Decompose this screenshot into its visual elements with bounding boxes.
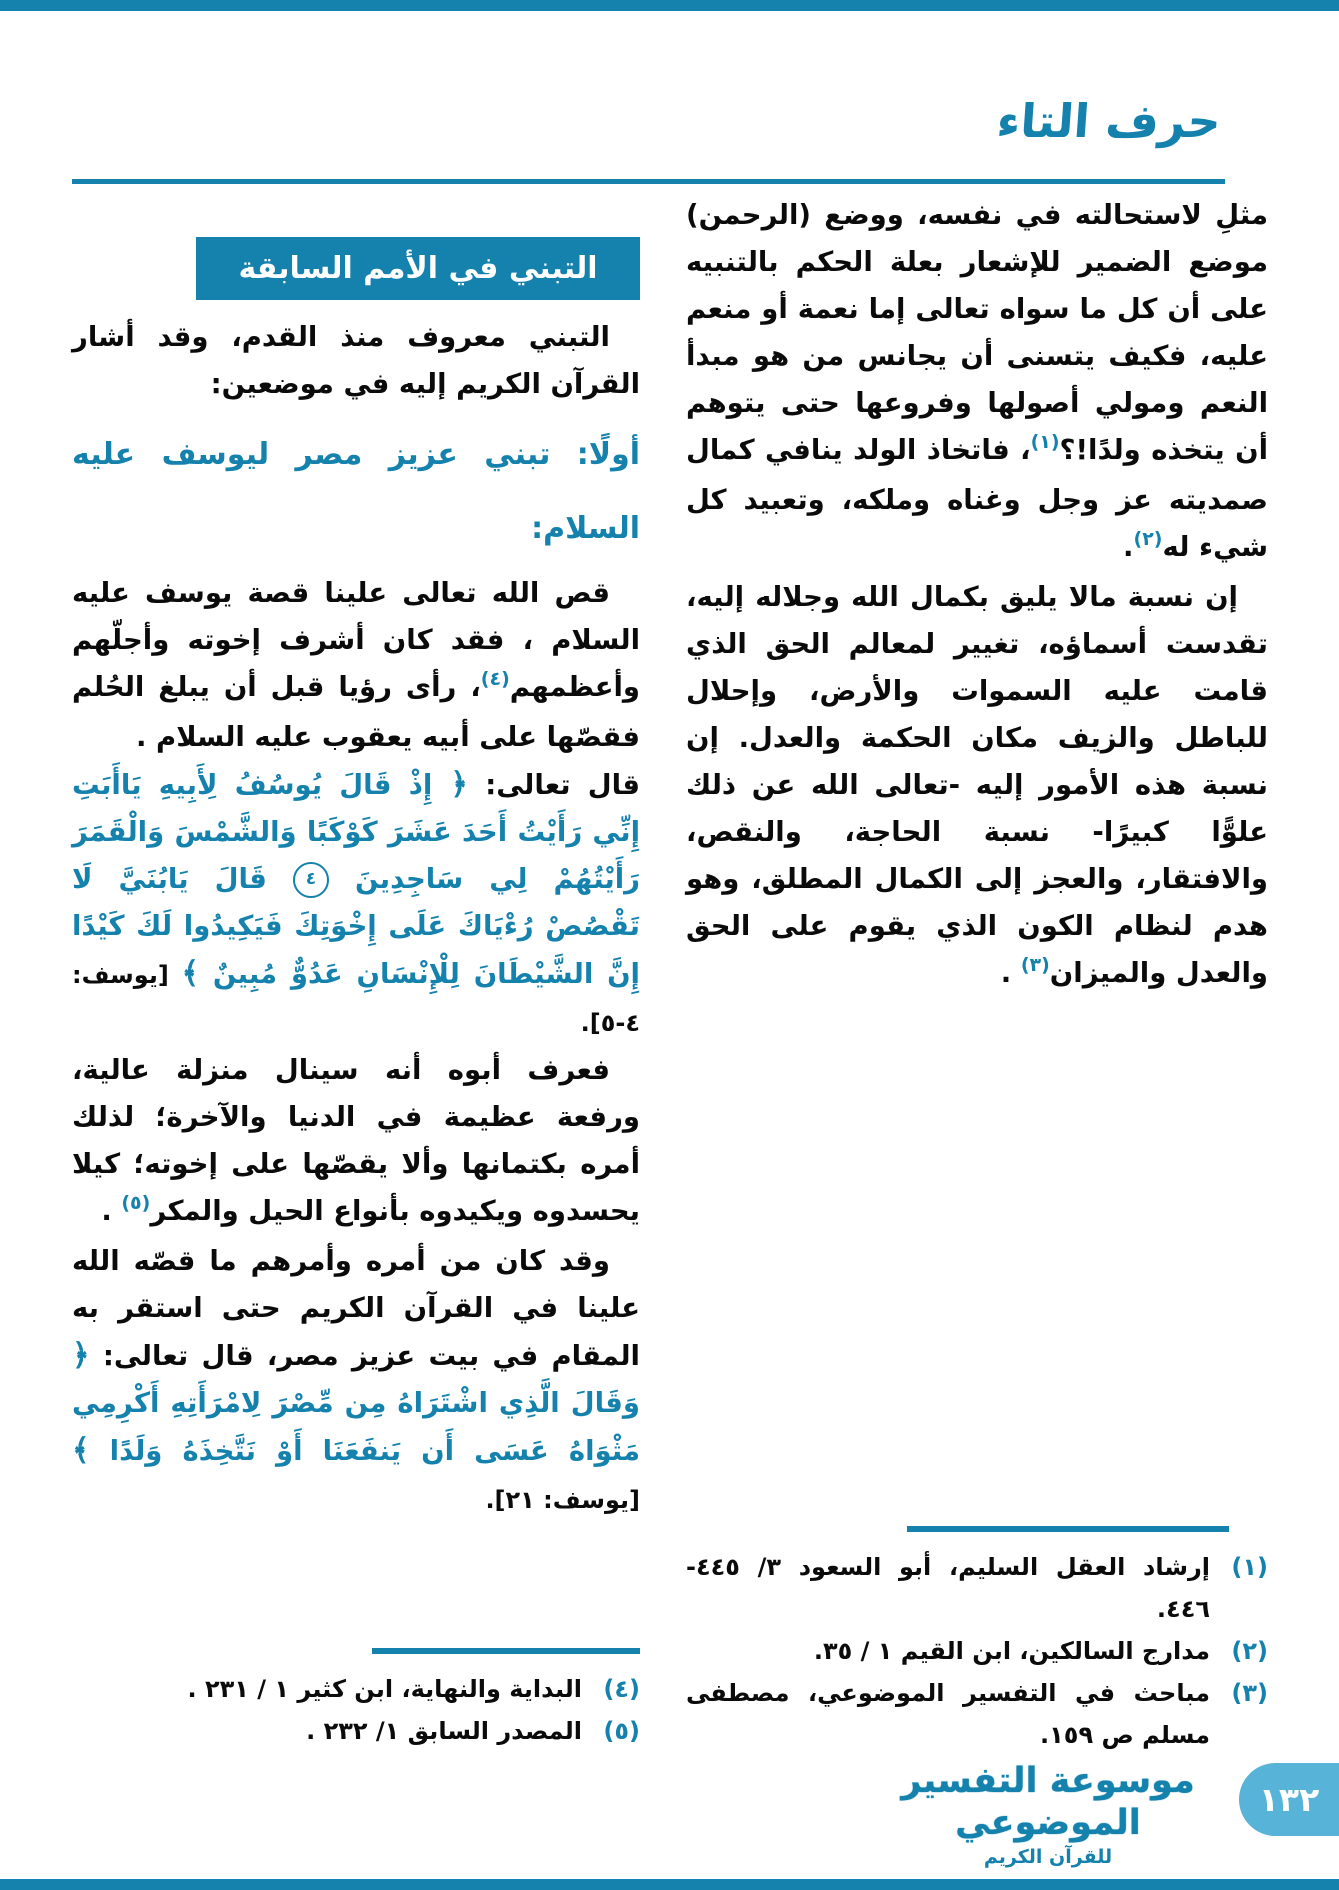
paragraph: [686, 192, 1268, 574]
verse-reference: [يوسف: ٤-٥].: [72, 961, 640, 1037]
footnote-number: (٤): [603, 1675, 640, 1703]
quote-lead: قال تعالى:: [467, 769, 640, 801]
footnotes-divider: [907, 1526, 1229, 1532]
left-column: [72, 190, 640, 1524]
verse-text: قَالَ يَابُنَيَّ لَا تَقْصُصْ رُءْيَاكَ عَلَى إِخْوَتِكَ فَيَكِيدُوا لَكَ كَيْدًا إِنَّ الشَّيْطَانَ لِلْإِنْسَانِ عَدُوٌّ مُبِينٌ: [72, 863, 640, 990]
paragraph-text: .: [1000, 957, 1021, 989]
publisher-logo: [898, 1760, 1198, 1870]
paragraph-text: فعرف أبوه أنه سينال منزلة عالية، ورفعة عظيمة في الدنيا والآخرة؛ لذلك أمره بكتمانها وألا يقصّها على إخوته؛ كيلا يحسدوه ويكيدوه بأنواع الحيل والمكر: [72, 1054, 640, 1227]
footnote-marker: (٤): [480, 668, 510, 690]
footnote-number: (٥): [603, 1717, 640, 1745]
paragraph: [72, 314, 640, 408]
footnote-text: مدارج السالكين، ابن القيم ١ / ٣٥.: [813, 1637, 1210, 1665]
footnote-item: [686, 1630, 1268, 1672]
verse-text: وَقَالَ الَّذِي اشْتَرَاهُ مِن مِّصْرَ لِامْرَأَتِهِ أَكْرِمِي مَثْوَاهُ عَسَى أَن يَنفَعَنَا أَوْ نَتَّخِذَهُ وَلَدًا: [72, 1387, 640, 1467]
publisher-logo-title: موسوعة التفسير الموضوعي: [901, 1761, 1195, 1843]
paragraph-text: ، فاتخاذ الولد ينافي كمال صمديته عز وجل وغناه وملكه، وتعبيد كل شيء له: [686, 434, 1268, 563]
paragraph-text: مثلِ لاستحالته في نفسه، ووضع (الرحمن) موضع الضمير للإشعار بعلة الحكم بالتنبيه على أن كل ما سواه تعالى إما نعمة أو منعم عليه، فكيف يتسنى أن يجانس من هو مبدأ النعم ومولي أصولها وفروعها حتى يتوهم أن يتخذه ولدًا!؟: [686, 199, 1268, 466]
footnote-text: المصدر السابق ١/ ٢٣٢ .: [306, 1717, 582, 1745]
right-column: [686, 192, 1268, 1000]
right-column-footnotes: [686, 1526, 1268, 1756]
chapter-header-title: حرف التاء: [995, 94, 1223, 148]
footnote-number: (٢): [1231, 1637, 1268, 1665]
page-number: ١٣٢: [1258, 1780, 1320, 1819]
footnote-marker: (٣): [1020, 954, 1050, 976]
paragraph-text: .: [101, 1195, 122, 1227]
page-number-badge: [1239, 1763, 1339, 1836]
left-column-footnotes: [72, 1648, 640, 1752]
ornate-close-bracket: ﴾: [181, 956, 200, 991]
paragraph-text: وقد كان من أمره وأمرهم ما قصّه الله علينا في القرآن الكريم حتى استقر به المقام في بيت عزيز مصر، قال تعالى:: [72, 1245, 640, 1372]
footnote-marker: (٢): [1133, 528, 1163, 550]
footnote-number: (١): [1231, 1553, 1268, 1581]
paragraph: [72, 570, 640, 761]
footnote-text: إرشاد العقل السليم، أبو السعود ٣/ ٤٤٥- ٤٤٦.: [686, 1553, 1211, 1623]
paragraph-text: .: [1123, 531, 1134, 563]
paragraph: [72, 1047, 640, 1238]
footnote-marker: (٥): [121, 1192, 151, 1214]
header-divider: [72, 179, 1225, 184]
footnote-marker: (١): [1030, 431, 1060, 453]
footnote-number: (٣): [1231, 1679, 1268, 1707]
ornate-close-bracket: ﴾: [72, 1433, 90, 1468]
footnote-item: [686, 1546, 1268, 1630]
footnote-item: [686, 1672, 1268, 1756]
publisher-logo-subtitle: للقرآن الكريم: [983, 1846, 1113, 1868]
ornate-open-bracket: ﴿: [72, 1338, 90, 1373]
ornate-open-bracket: ﴿: [432, 767, 468, 802]
section-title: التبني في الأمم السابقة: [238, 251, 598, 286]
subsection-title: أولًا: تبني عزيز مصر ليوسف عليه السلام:: [72, 437, 640, 546]
paragraph-text: التبني معروف منذ القدم، وقد أشار القرآن الكريم إليه في موضعين:: [72, 321, 640, 400]
paragraph-text: قص الله تعالى علينا قصة يوسف عليه السلام ، فقد كان أشرف إخوته وأجلّهم وأعظمهم: [72, 577, 640, 703]
footnote-text: مباحث في التفسير الموضوعي، مصطفى مسلم ص ١٥٩.: [686, 1679, 1210, 1749]
paragraph: [686, 574, 1268, 1000]
footnote-item: [72, 1710, 640, 1752]
footnote-item: [72, 1668, 640, 1710]
verse-reference: [يوسف: ٢١].: [485, 1486, 640, 1514]
paragraph-text: ، رأى رؤيا قبل أن يبلغ الحُلم فقصّها على أبيه يعقوب عليه السلام .: [72, 671, 640, 753]
section-title-box: [196, 237, 640, 300]
footnote-text: البداية والنهاية، ابن كثير ١ / ٢٣١ .: [187, 1675, 582, 1703]
quran-quote-paragraph: [72, 761, 640, 1047]
bottom-border-bar: [0, 1879, 1339, 1890]
verse-text: إِذْ قَالَ يُوسُفُ لِأَبِيهِ يَاأَبَتِ إِنِّي رَأَيْتُ أَحَدَ عَشَرَ كَوْكَبًا وَالشَّمْسَ وَالْقَمَرَ رَأَيْتُهُمْ لِي سَاجِدِينَ: [72, 769, 640, 895]
top-border-bar: [0, 0, 1339, 11]
paragraph-text: إن نسبة مالا يليق بكمال الله وجلاله إليه، تقدست أسماؤه، تغيير لمعالم الحق الذي قامت عليه السموات والأرض، وإحلال للباطل والزيف مكان الحكمة والعدل. إن نسبة هذه الأمور إليه -تعالى الله عن ذلك علوًّا كبيرًا- نسبة الحاجة، والنقص، والافتقار، والعجز إلى الكمال المطلق، وهو هدم لنظام الكون الذي يقوم على الحق والعدل والميزان: [686, 581, 1268, 989]
ayah-number-circle: ٤: [293, 862, 329, 898]
paragraph: [72, 1238, 640, 1524]
footnotes-divider: [372, 1648, 640, 1654]
